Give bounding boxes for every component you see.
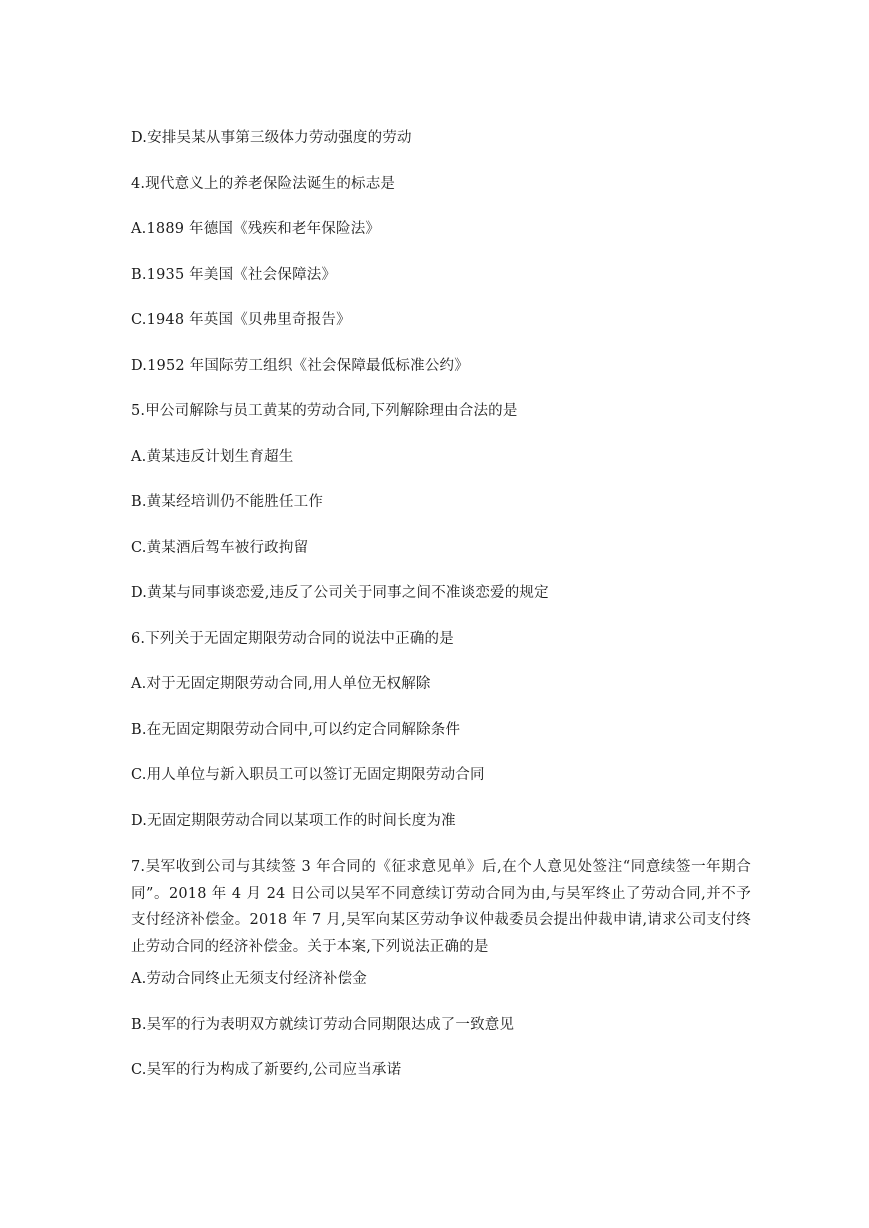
option-6c: C.用人单位与新入职员工可以签订无固定期限劳动合同 [131, 767, 485, 783]
option-4b: B.1935 年美国《社会保障法》 [131, 267, 337, 283]
question-7: 7.吴军收到公司与其续签 3 年合同的《征求意见单》后,在个人意见处签注“同意续签一年期合同”。2018 年 4 月 24 日公司以吴军不同意续订劳动合同为由,与吴军终止了劳动合同,并不予支付经济补偿金。2018 年 7 月,吴军向某区劳动争议仲裁委员会提出仲裁申请,请求公司支付终止劳动合同的经济补偿金。关于本案,下列说法正确的是 [131, 859, 751, 955]
option-6b: B.在无固定期限劳动合同中,可以约定合同解除条件 [131, 722, 461, 738]
option-5c: C.黄某酒后驾车被行政拘留 [131, 540, 309, 556]
option-5d: D.黄某与同事谈恋爱,违反了公司关于同事之间不准谈恋爱的规定 [131, 585, 549, 601]
option-4c: C.1948 年英国《贝弗里奇报告》 [131, 312, 351, 328]
option-5a: A.黄某违反计划生育超生 [131, 449, 294, 465]
option-4a: A.1889 年德国《残疾和老年保险法》 [131, 221, 381, 237]
option-5b: B.黄某经培训仍不能胜任工作 [131, 494, 324, 510]
question-6: 6.下列关于无固定期限劳动合同的说法中正确的是 [131, 631, 454, 647]
option-4d: D.1952 年国际劳工组织《社会保障最低标准公约》 [131, 358, 469, 374]
option-3d: D.安排吴某从事第三级体力劳动强度的劳动 [131, 130, 412, 146]
option-7c: C.吴军的行为构成了新要约,公司应当承诺 [131, 1062, 402, 1078]
question-5: 5.甲公司解除与员工黄某的劳动合同,下列解除理由合法的是 [131, 403, 518, 419]
option-7b: B.吴军的行为表明双方就续订劳动合同期限达成了一致意见 [131, 1017, 515, 1033]
question-4: 4.现代意义上的养老保险法诞生的标志是 [131, 176, 396, 192]
option-7a: A.劳动合同终止无须支付经济补偿金 [131, 971, 367, 987]
option-6d: D.无固定期限劳动合同以某项工作的时间长度为准 [131, 813, 456, 829]
option-6a: A.对于无固定期限劳动合同,用人单位无权解除 [131, 676, 431, 692]
